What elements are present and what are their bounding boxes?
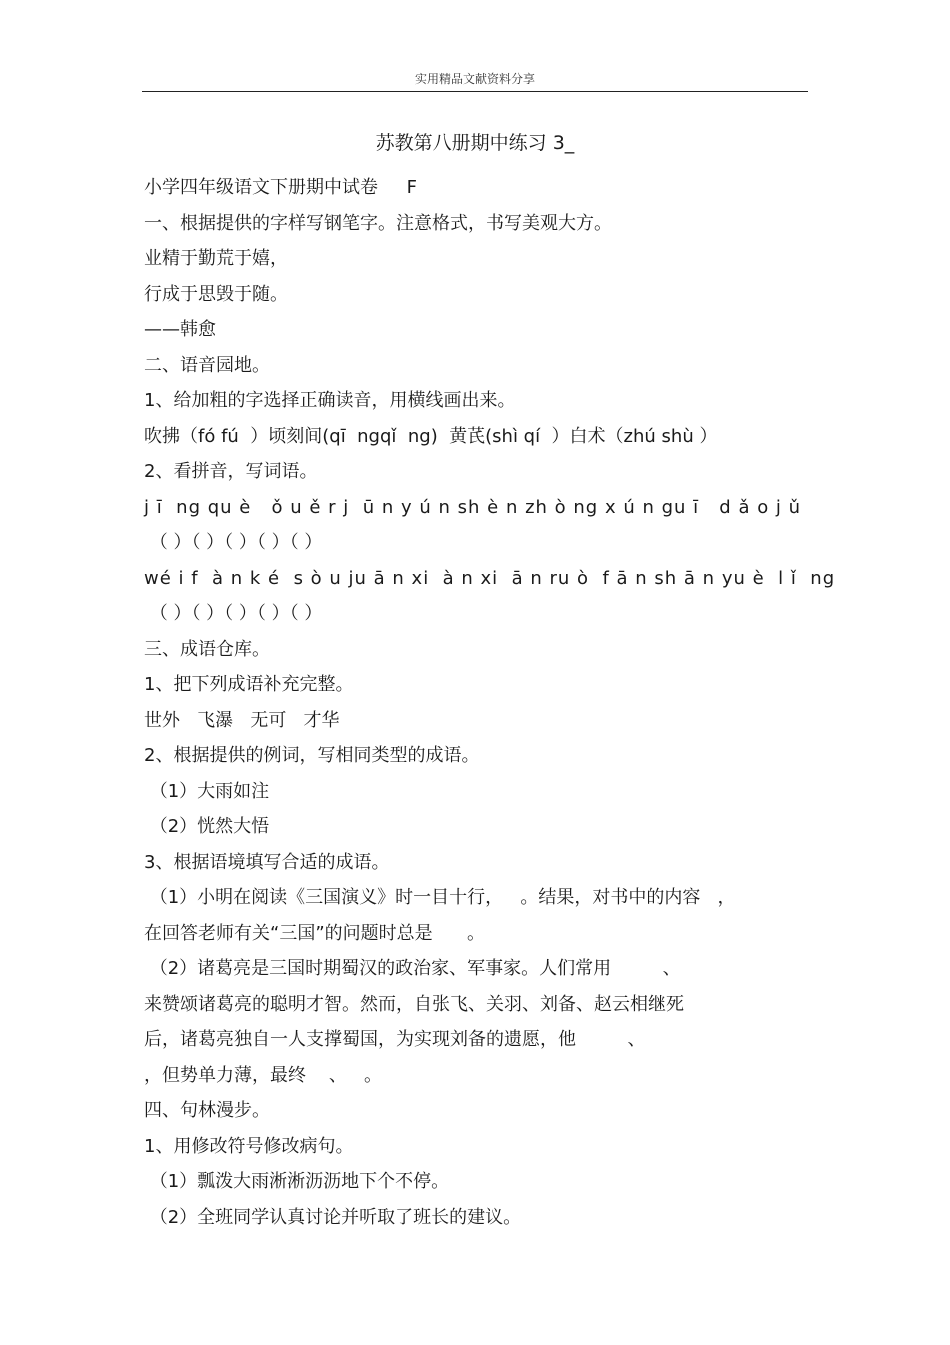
idiom-example-2: （2）恍然大悟	[144, 816, 270, 837]
faulty-sentence-2: （2）全班同学认真讨论并听取了班长的建议。	[144, 1206, 522, 1228]
faulty-sentence-1: （1）瓢泼大雨淅淅沥沥地下个不停。	[144, 1171, 450, 1192]
context-item-1-line-2: 在回答老师有关“三国”的问题时总是 。	[144, 922, 485, 944]
section-3-heading: 三、成语仓库。	[144, 638, 270, 660]
page-header: 实用精品文献资料分享	[414, 72, 535, 86]
context-item-2-line-2: 来赞颂诸葛亮的聪明才智。然而，自张飞、关羽、刘备、赵云相继死	[144, 993, 684, 1015]
question-3-3: 3、根据语境填写合适的成语。	[144, 851, 390, 873]
context-item-2-line-3: 后，诸葛亮独自一人支撑蜀国，为实现刘备的遗愿，他 、	[144, 1029, 646, 1050]
question-3-1: 1、把下列成语补充完整。	[144, 674, 354, 695]
pinyin-row-2: wé i f à n k é s ò u ju ā n xi à n xi ā n ru ò f ā n sh ā n yu è l ǐ ng	[144, 567, 836, 589]
question-2-1: 1、给加粗的字选择正确读音，用横线画出来。	[144, 390, 516, 411]
pinyin-row-1: j ī ng qu è ǒ u ě r j ū n y ú n sh è n zh ò ng x ú n gu ī d ǎ o j ǔ	[144, 496, 802, 518]
section-4-heading: 四、句林漫步。	[144, 1100, 270, 1121]
pronunciation-choices: 吹拂（fó fú ）顷刻间(qī ngqǐ ng) 黄芪(shì qí ）白术（zhú shù ）	[144, 425, 718, 447]
question-3-2: 2、根据提供的例词，写相同类型的成语。	[144, 745, 480, 766]
quote-line-1: 业精于勤荒于嬉，	[144, 248, 288, 269]
question-2-2: 2、看拼音，写词语。	[144, 461, 318, 482]
document-title: 苏教第八册期中练习 3_	[375, 132, 575, 154]
idiom-example-1: （1）大雨如注	[144, 780, 270, 802]
section-1-heading: 一、根据提供的字样写钢笔字。注意格式，书写美观大方。	[144, 212, 612, 234]
question-4-1: 1、用修改符号修改病句。	[144, 1135, 354, 1157]
quote-line-2: 行成于思毁于随。	[144, 283, 288, 305]
context-item-2-line-1: （2）诸葛亮是三国时期蜀汉的政治家、军事家。人们常用 、	[144, 958, 681, 979]
idiom-fill-items: 世外 飞瀑 无可 才华	[144, 709, 340, 731]
section-2-heading: 二、语音园地。	[144, 354, 270, 376]
exam-subtitle: 小学四年级语文下册期中试卷 F	[144, 177, 417, 198]
quote-author: ——韩愈	[144, 319, 216, 340]
document-body	[144, 178, 844, 1243]
context-item-1-line-1: （1）小明在阅读《三国演义》时一目十行， 。结果，对书中的内容 ，	[144, 887, 736, 908]
answer-blanks-row-2: （ ）（ ）（ ）（ ）（ ）	[144, 603, 323, 624]
answer-blanks-row-1: （ ）（ ）（ ）（ ）（ ）	[144, 532, 323, 553]
header-divider	[142, 91, 808, 92]
context-item-2-line-4: ，但势单力薄，最终 、 。	[144, 1064, 383, 1086]
